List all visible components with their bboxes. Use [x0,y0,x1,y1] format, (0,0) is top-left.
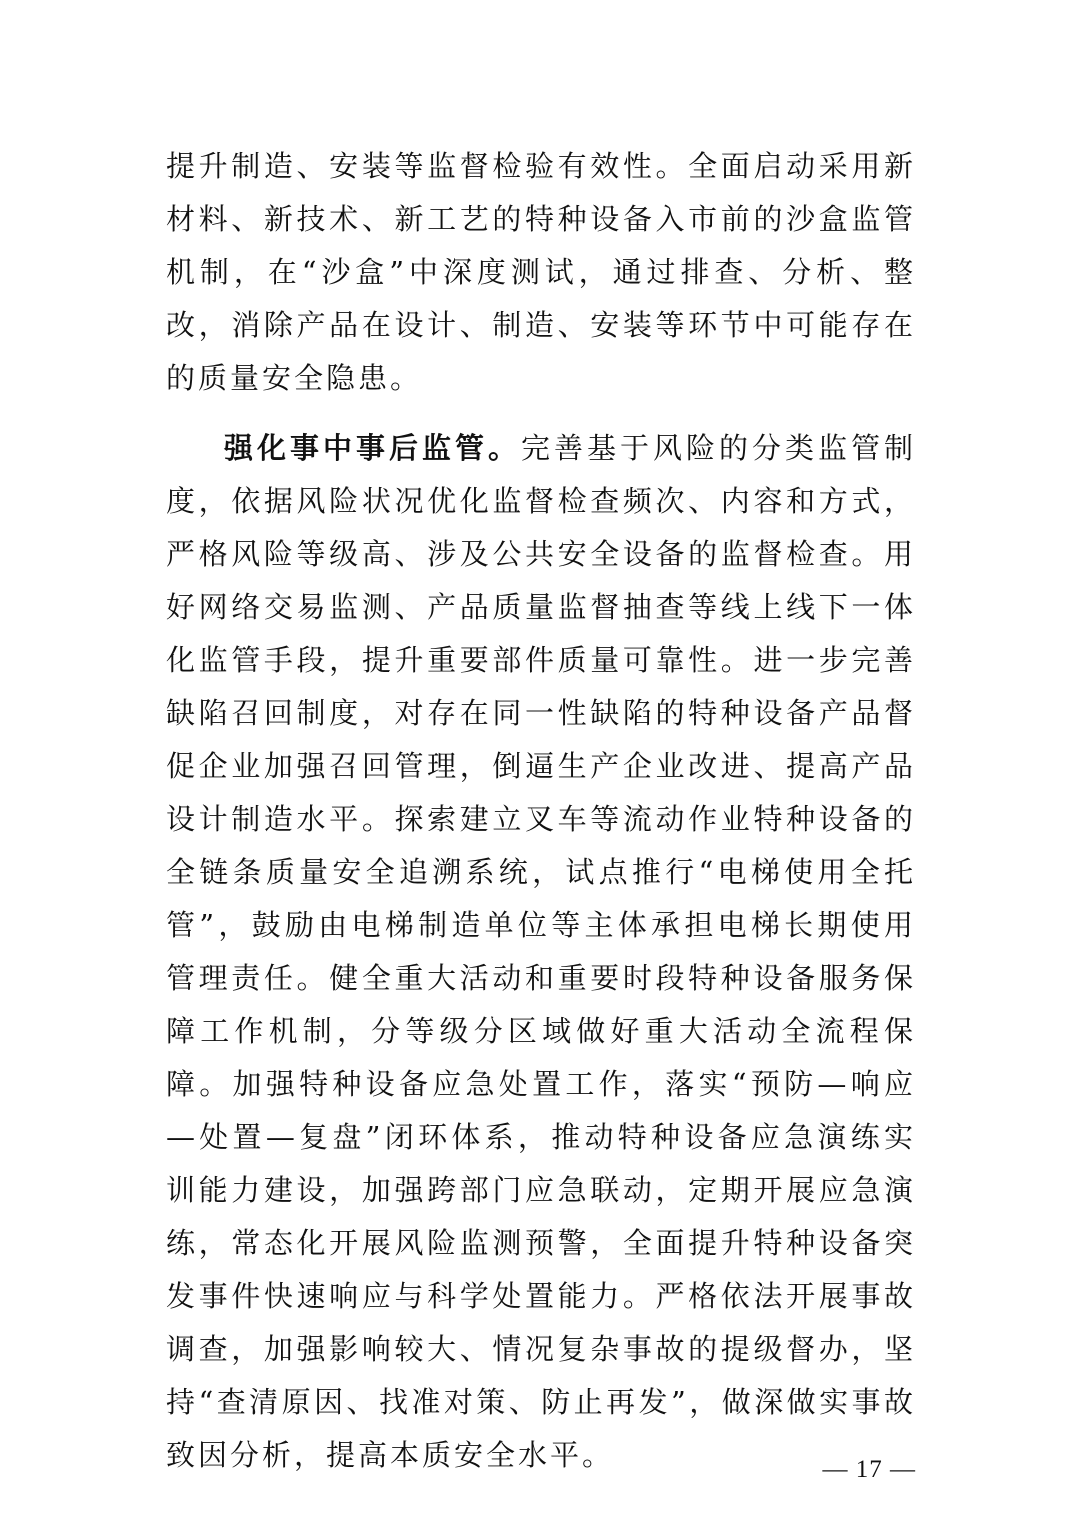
page-number: — 17 — [822,1456,916,1483]
paragraph-heading: 强化事中事后监管。 [224,431,521,465]
paragraph-text: 提升制造、安装等监督检验有效性。全面启动采用新材料、新技术、新工艺的特种设备入市前的沙盒监管机制，在“沙盒”中深度测试，通过排查、分析、整改，消除产品在设计、制造、安装等环节中可能存在的质量安全隐患。 [166,149,916,395]
paragraph-post-supervision [166,422,916,1482]
document-body [166,140,916,1482]
paragraph-text: 完善基于风险的分类监管制度，依据风险状况优化监督检查频次、内容和方式，严格风险等级高、涉及公共安全设备的监督检查。用好网络交易监测、产品质量监督抽查等线上线下一体化监管手段，提升重要部件质量可靠性。进一步完善缺陷召回制度，对存在同一性缺陷的特种设备产品督促企业加强召回管理，倒逼生产企业改进、提高产品设计制造水平。探索建立叉车等流动作业特种设备的全链条质量安全追溯系统，试点推行“电梯使用全托管”，鼓励由电梯制造单位等主体承担电梯长期使用管理责任。健全重大活动和重要时段特种设备服务保障工作机制，分等级分区域做好重大活动全流程保障。加强特种设备应急处置工作，落实“预防—响应—处置—复盘”闭环体系，推动特种设备应急演练实训能力建设，加强跨部门应急联动，定期开展应急演练，常态化开展风险监测预警，全面提升特种设备突发事件快速响应与科学处置能力。严格依法开展事故调查，加强影响较大、情况复杂事故的提级督办，坚持“查清原因、找准对策、防止再发”，做深做实事故致因分析，提高本质安全水平。 [166,431,916,1472]
paragraph-sandbox-supervision [166,140,916,405]
